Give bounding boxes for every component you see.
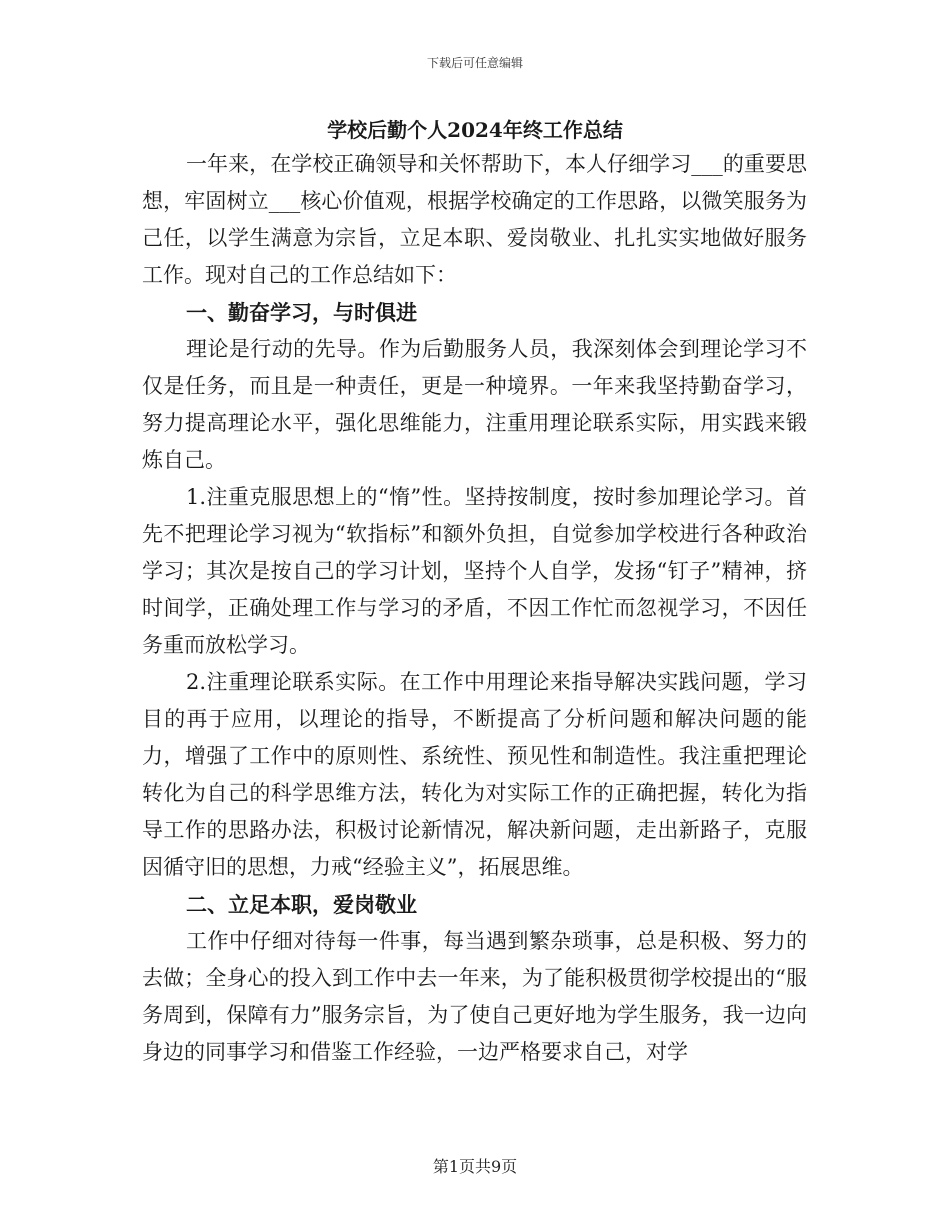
paragraph-work: 工作中仔细对待每一件事，每当遇到繁杂琐事，总是积极、努力的去做；全身心的投入到工作中去一年来，为了能积极贯彻学校提出的“服务周到，保障有力”服务宗旨，为了使自己更好地为学生服务，我一边向身边的同事学习和借鉴工作经验，一边严格要求自己，对学 — [142, 929, 807, 1064]
section-heading-1: 一、勤奋学习，与时俱进 — [186, 300, 417, 325]
section-heading-2: 二、立足本职，爱岗敬业 — [186, 892, 417, 917]
paragraph-point-1: 1.注重克服思想上的“惰”性。坚持按制度，按时参加理论学习。首先不把理论学习视为“软指标”和额外负担，自觉参加学校进行各种政治学习；其次是按自己的学习计划，坚持个人自学，发扬“钉子”精神，挤时间学，正确处理工作与学习的矛盾，不因工作忙而忽视学习，不因任务重而放松学习。 — [142, 485, 807, 657]
document-title: 学校后勤个人2024年终工作总结 — [327, 118, 623, 142]
header-note: 下载后可任意编辑 — [426, 56, 523, 70]
paragraph-intro: 一年来，在学校正确领导和关怀帮助下，本人仔细学习___的重要思想，牢固树立___核心价值观，根据学校确定的工作思路，以微笑服务为己任，以学生满意为宗旨，立足本职、爱岗敬业、扎扎实实地做好服务工作。现对自己的工作总结如下： — [142, 152, 807, 287]
document-body — [142, 146, 807, 1071]
page-number: 第1页共9页 — [432, 1157, 518, 1176]
paragraph-theory: 理论是行动的先导。作为后勤服务人员，我深刻体会到理论学习不仅是任务，而且是一种责任，更是一种境界。一年来我坚持勤奋学习，努力提高理论水平，强化思维能力，注重用理论联系实际，用实践来锻炼自己。 — [142, 337, 807, 472]
paragraph-point-2: 2.注重理论联系实际。在工作中用理论来指导解决实践问题，学习目的再于应用，以理论的指导，不断提高了分析问题和解决问题的能力，增强了工作中的原则性、系统性、预见性和制造性。我注重把理论转化为自己的科学思维方法，转化为对实际工作的正确把握，转化为指导工作的思路办法，积极讨论新情况，解决新问题，走出新路子，克服因循守旧的思想，力戒“经验主义”，拓展思维。 — [142, 670, 807, 879]
